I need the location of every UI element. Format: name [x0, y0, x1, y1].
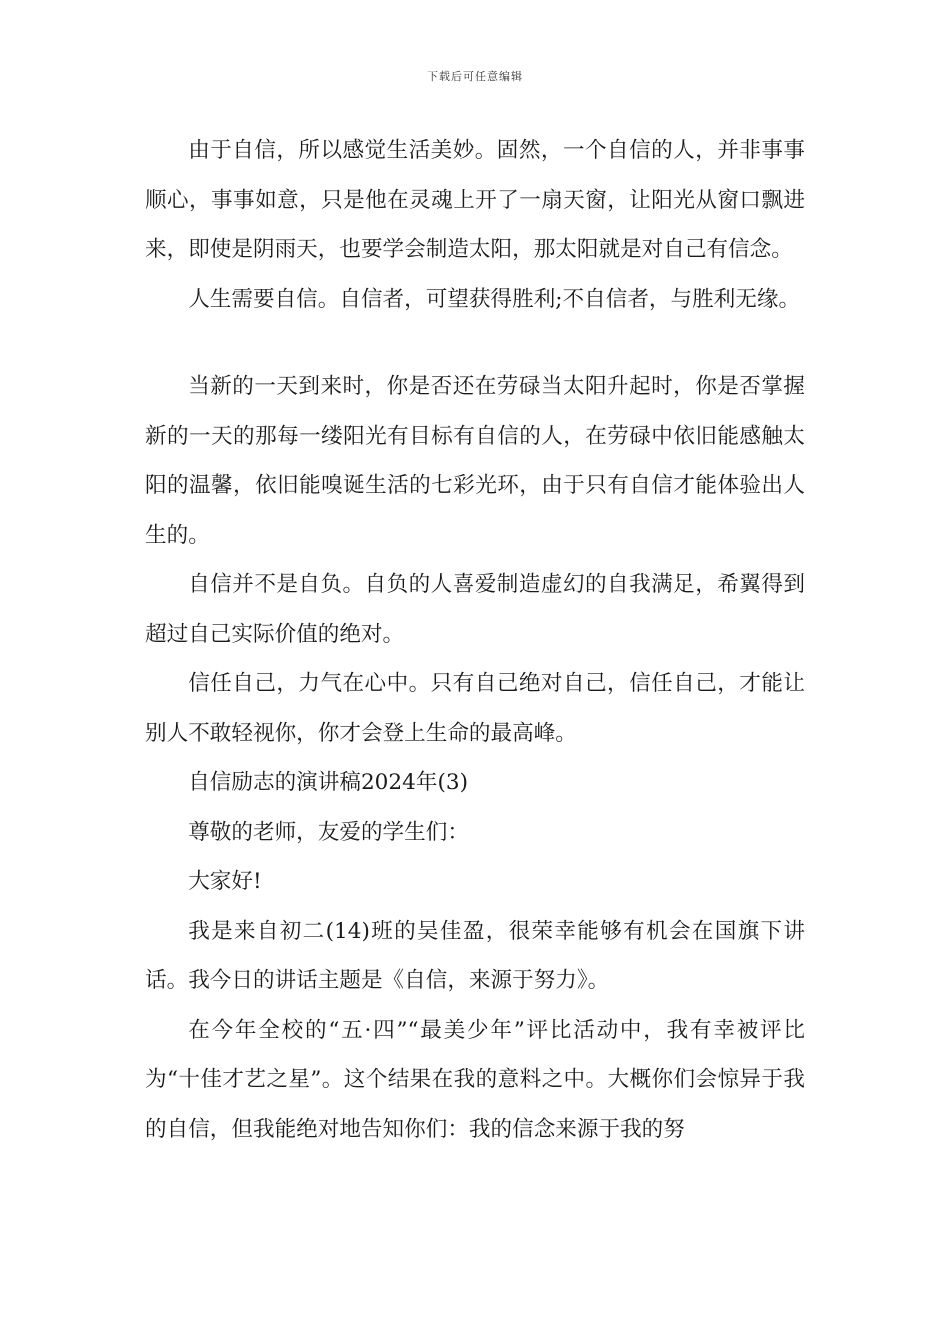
paragraph-3: 当新的一天到来时，你是否还在劳碌当太阳升起时，你是否掌握新的一天的那每一缕阳光有目标有自信的人，在劳碌中依旧能感触太阳的温馨，依旧能嗅诞生活的七彩光环，由于只有自信才能体验出人生的。 [145, 374, 805, 548]
paragraph-7: 在今年全校的“五·四”“最美少年”评比活动中，我有幸被评比为“十佳才艺之星”。这个结果在我的意料之中。大概你们会惊异于我的自信，但我能绝对地告知你们：我的信念来源于我的努 [145, 1017, 805, 1142]
greeting: 大家好! [188, 869, 262, 894]
paragraph-4: 自信并不是自负。自负的人喜爱制造虚幻的自我满足，希翼得到超过自己实际价值的绝对。 [145, 572, 805, 647]
paragraph-2: 人生需要自信。自信者，可望获得胜利;不自信者，与胜利无缘。 [188, 286, 801, 312]
paragraph-5: 信任自己，力气在心中。只有自己绝对自己，信任自己，才能让别人不敢轻视你，你才会登上生命的最高峰。 [145, 671, 805, 746]
page-header-note: 下载后可任意编辑 [427, 70, 523, 83]
paragraph-6: 我是来自初二(14)班的吴佳盈，很荣幸能够有机会在国旗下讲话。我今日的讲话主题是《自信，来源于努力》。 [145, 918, 805, 993]
document-body [145, 126, 805, 1154]
paragraph-gap [145, 324, 805, 362]
section-title: 自信励志的演讲稿2024年(3) [188, 770, 469, 795]
salutation: 尊敬的老师，友爱的学生们： [188, 819, 469, 845]
paragraph-1: 由于自信，所以感觉生活美妙。固然，一个自信的人，并非事事顺心，事事如意，只是他在灵魂上开了一扇天窗，让阳光从窗口飘进来，即使是阴雨天，也要学会制造太阳，那太阳就是对自己有信念。 [145, 138, 805, 262]
